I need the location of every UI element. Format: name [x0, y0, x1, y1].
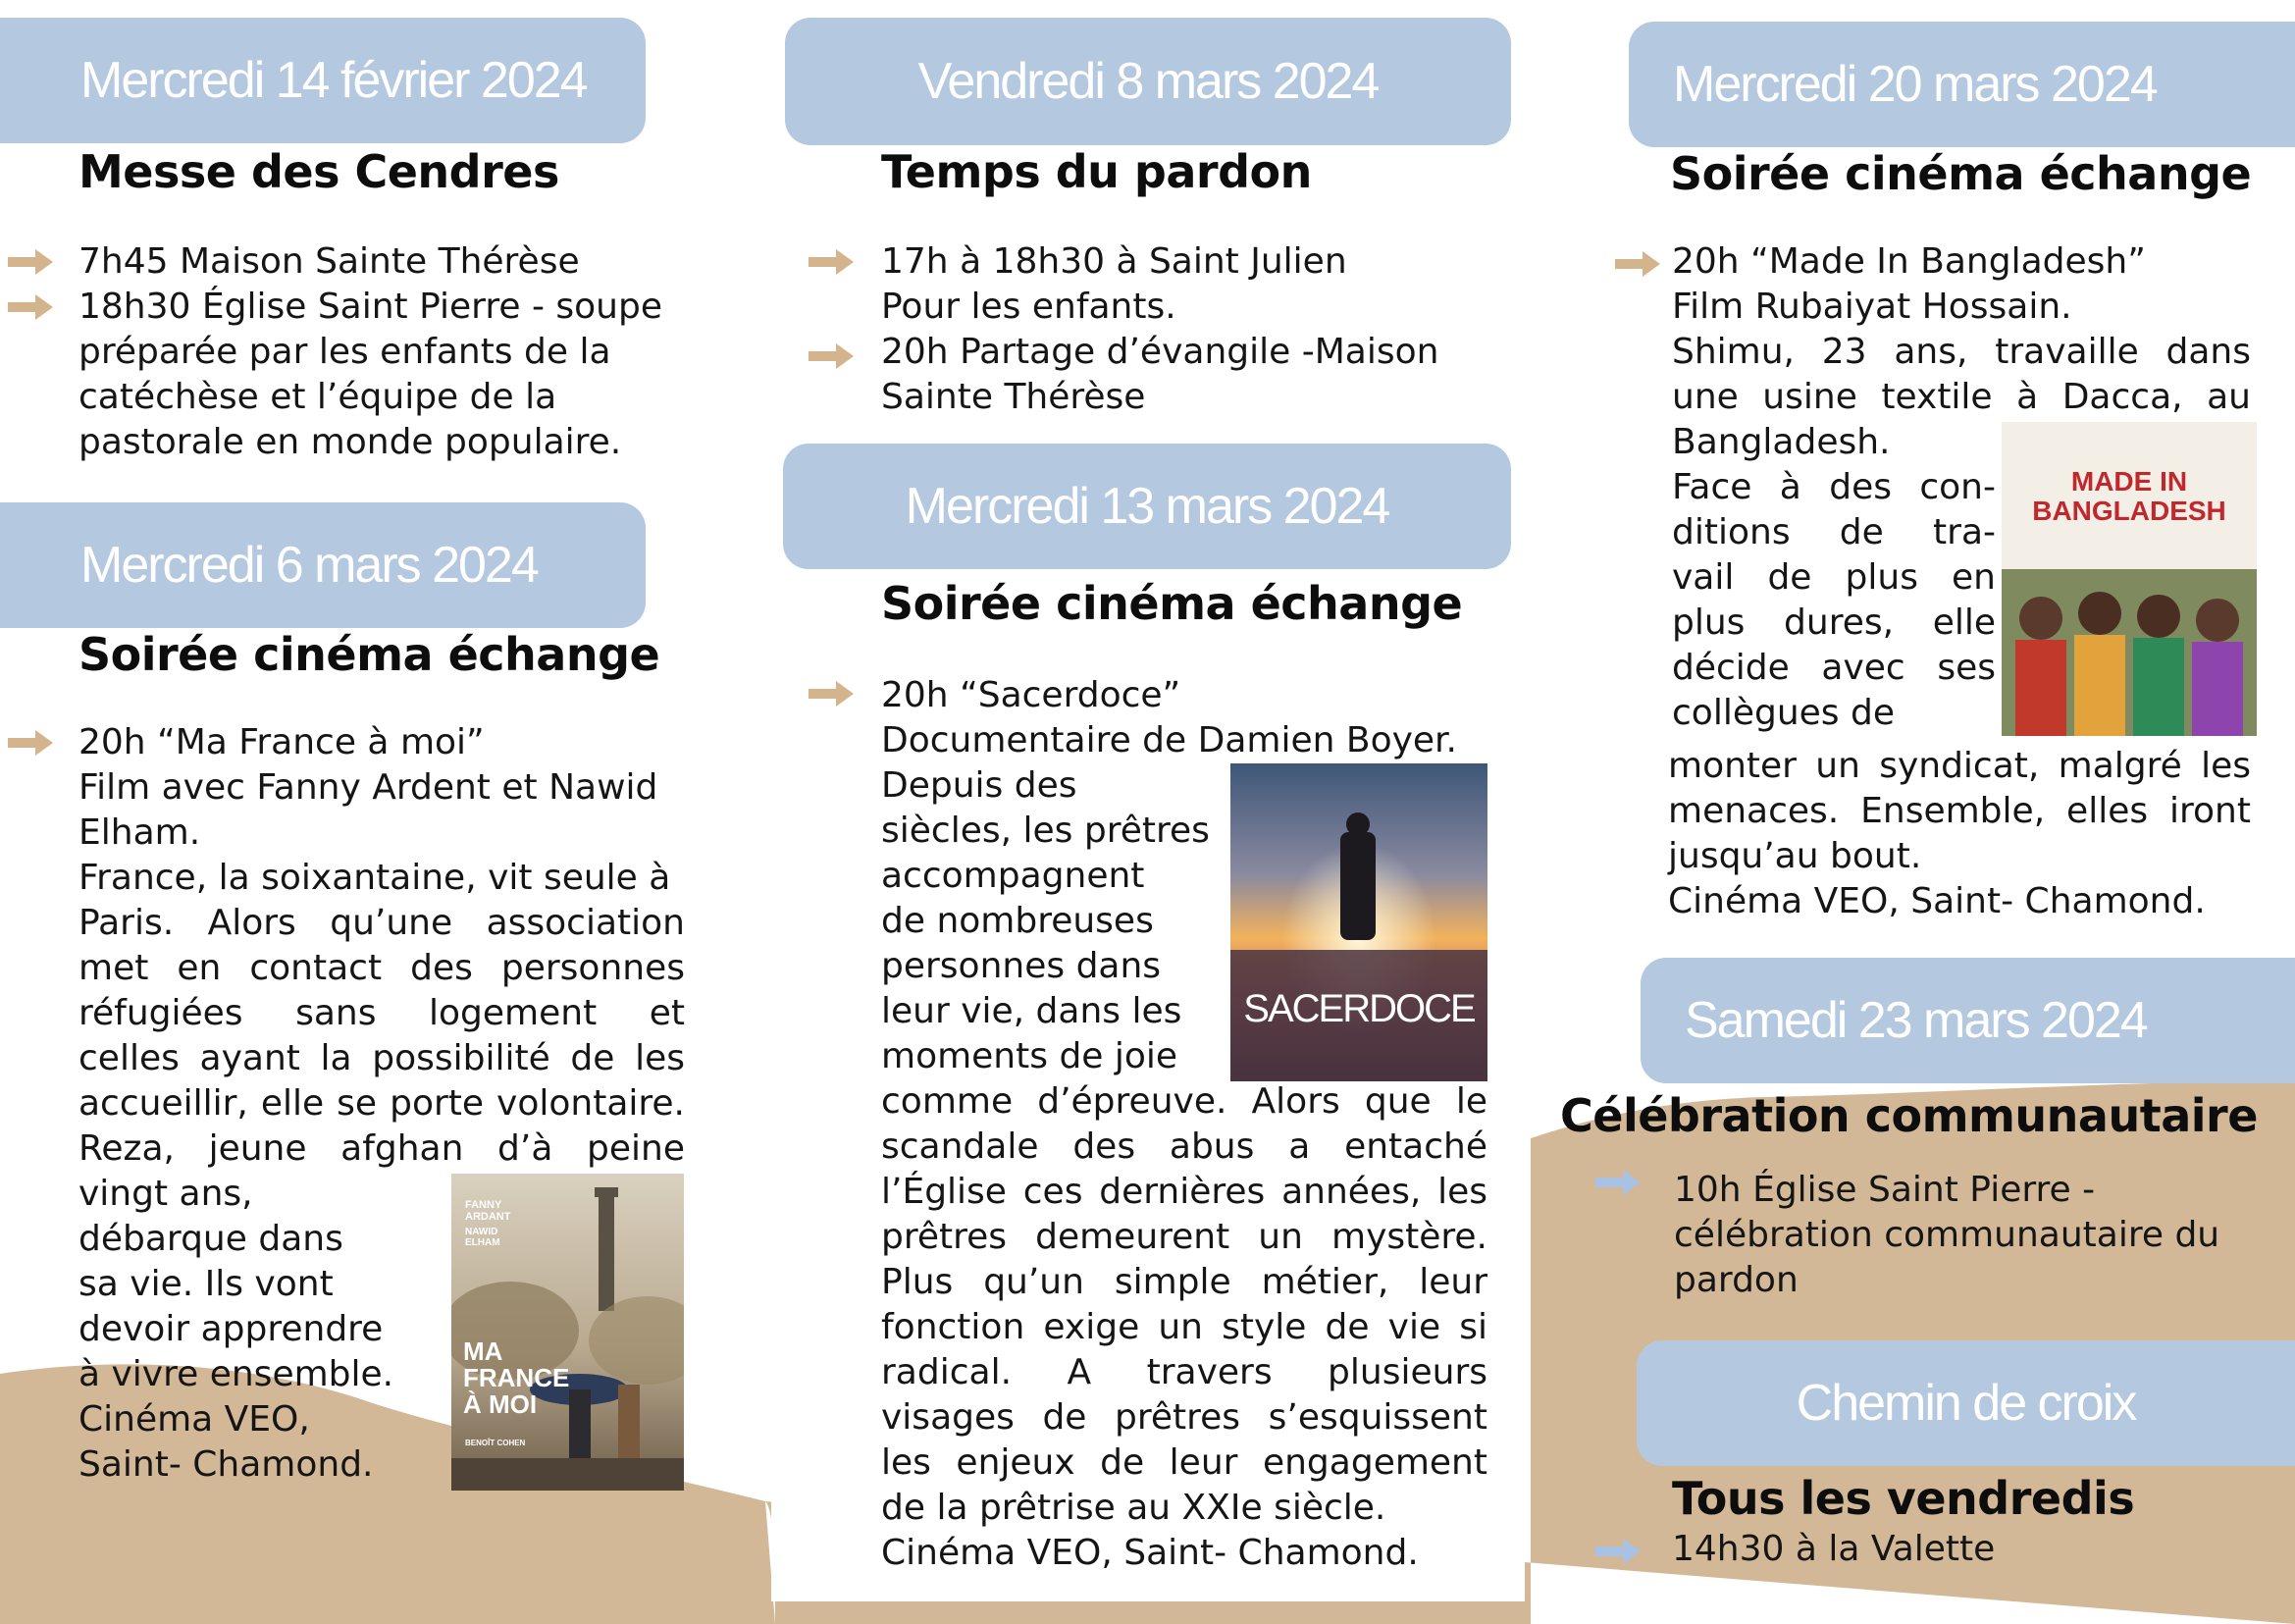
synopsis-continued — [1668, 744, 2251, 924]
date-tab-6-mars — [0, 502, 646, 628]
poster-title — [2002, 467, 2257, 526]
date-label: Mercredi 14 février 2024 — [80, 52, 587, 109]
event-item — [78, 239, 687, 285]
poster-title — [463, 1338, 569, 1418]
text-line: visages de prêtres s’esquissent — [881, 1397, 1487, 1438]
text-line: Cinéma VEO, — [78, 1399, 310, 1440]
text-line: monter un syndicat, malgré les — [1668, 746, 2251, 786]
text-line: les enjeux de leur engagement — [881, 1442, 1487, 1483]
text-line: accueillir, elle se porte volontaire. — [78, 1083, 685, 1124]
text-line: Bangladesh. — [1672, 422, 1891, 462]
arrow-icon — [808, 343, 854, 369]
text-line: siècles, les prêtres — [881, 811, 1210, 851]
arrow-icon — [1595, 1170, 1641, 1195]
date-tab-8-mars — [785, 18, 1511, 145]
text-line: radical. A travers plusieurs — [881, 1352, 1487, 1392]
text-line: l’Église ces dernières années, les — [881, 1172, 1487, 1212]
text-line: une usine textile à Dacca, au — [1672, 377, 2251, 417]
event-title-temps-pardon: Temps du pardon — [881, 145, 1312, 198]
text-line: plus dures, elle — [1672, 602, 1996, 643]
text-line: 18h30 Église Saint Pierre - soupe — [78, 287, 662, 327]
text-line: débarque dans — [78, 1219, 343, 1259]
text-line: préparée par les enfants de la — [78, 332, 611, 372]
event-title-cinema: Soirée cinéma échange — [78, 628, 660, 681]
arrow-icon — [8, 249, 53, 275]
text-line: scandale des abus a entaché — [881, 1126, 1487, 1167]
text-line: fonction exige un style de vie si — [881, 1307, 1487, 1347]
poster-title: SACERDOCE — [1243, 987, 1475, 1030]
event-item — [881, 330, 1509, 420]
date-tab-20-mars — [1629, 22, 2295, 147]
poster-image — [1230, 763, 1487, 1081]
text-line: ditions de tra- — [1672, 512, 1996, 552]
text-line: réfugiées sans logement et — [78, 993, 685, 1033]
event-item — [1672, 1527, 2261, 1572]
poster-title-line: MADE IN — [2070, 466, 2188, 497]
event-item — [78, 285, 687, 465]
text-line: moments de joie — [881, 1036, 1178, 1076]
text-line: jusqu’au bout. — [1668, 836, 1922, 876]
poster-title-line: BANGLADESH — [2032, 496, 2226, 526]
text-line: de la prêtrise au XXIe siècle. — [881, 1488, 1386, 1528]
text-line: célébration communautaire du — [1674, 1215, 2220, 1255]
poster-title-line: MA — [463, 1336, 503, 1366]
date-tab-chemin-de-croix — [1637, 1340, 2295, 1466]
synopsis — [1672, 465, 1996, 736]
text-line: pastorale en monde populaire. — [78, 422, 622, 462]
text-line: Plus qu’un simple métier, leur — [881, 1262, 1487, 1302]
event-item — [1674, 1168, 2272, 1303]
text-line: Reza, jeune afghan d’à peine — [78, 1128, 685, 1169]
text-line: met en contact des personnes — [78, 948, 685, 988]
text-line: devoir apprendre — [78, 1309, 384, 1349]
text-line: vingt ans, — [78, 1174, 253, 1214]
poster-title-line: FRANCE — [463, 1363, 570, 1392]
date-tab-13-mars — [783, 444, 1511, 569]
date-tab-14-fevrier — [0, 18, 646, 143]
synopsis-continued — [78, 1172, 432, 1488]
event-description — [881, 673, 1509, 763]
text-line: catéchèse et l’équipe de la — [78, 377, 557, 417]
arrow-icon — [8, 294, 53, 320]
poster-sacerdoce — [1230, 763, 1487, 1081]
poster-director: BENOÎT COHEN — [465, 1439, 526, 1447]
text-line: Elham. — [78, 812, 201, 853]
text-line: 10h Église Saint Pierre - — [1674, 1170, 2096, 1210]
text-line: 17h à 18h30 à Saint Julien — [881, 241, 1347, 282]
poster-made-in-bangladesh — [2002, 422, 2257, 736]
text-line: Film Rubaiyat Hossain. — [1672, 287, 2072, 327]
text-line: Shimu, 23 ans, travaille dans — [1672, 332, 2251, 372]
poster-actor: FANNY ARDANT — [465, 1199, 511, 1223]
text-line: accompagnent — [881, 856, 1145, 896]
arrow-icon — [1615, 251, 1660, 277]
arrow-icon — [1595, 1539, 1641, 1564]
synopsis — [881, 763, 1215, 1079]
synopsis-continued — [881, 1079, 1487, 1576]
text-line: 20h “Made In Bangladesh” — [1672, 241, 2146, 282]
arrow-icon — [808, 681, 854, 707]
text-line: Pour les enfants. — [881, 287, 1176, 327]
text-line: Sainte Thérèse — [881, 377, 1146, 417]
event-description — [78, 720, 687, 856]
text-line: vail de plus en — [1672, 557, 1996, 598]
text-line: menaces. Ensemble, elles iront — [1668, 791, 2251, 831]
text-line: prêtres demeurent un mystère. — [881, 1217, 1487, 1257]
text-line: sa vie. Ils vont — [78, 1264, 334, 1304]
text-line: leur vie, dans les — [881, 991, 1182, 1031]
text-line: celles ayant la possibilité de les — [78, 1038, 685, 1078]
text-line: Paris. Alors qu’une association — [78, 903, 685, 943]
text-line: Film avec Fanny Ardent et Nawid — [78, 767, 658, 808]
arrow-icon — [8, 730, 53, 756]
date-label: Mercredi 13 mars 2024 — [905, 478, 1389, 535]
text-line: à vivre ensemble. — [78, 1354, 394, 1394]
text-line: collègues de — [1672, 693, 1895, 733]
date-tab-23-mars — [1641, 958, 2295, 1083]
text-line: 20h “Sacerdoce” — [881, 675, 1181, 715]
event-title-cinema: Soirée cinéma échange — [1670, 147, 2252, 200]
poster-ma-france-a-moi — [451, 1174, 684, 1491]
text-line: Cinéma VEO, Saint- Chamond. — [1668, 881, 2206, 921]
poster-title-line: À MOI — [463, 1389, 538, 1419]
text-line: décide avec ses — [1672, 648, 1996, 688]
text-line: Face à des con- — [1672, 467, 1996, 507]
event-title-celebration: Célébration communautaire — [1560, 1089, 2258, 1142]
event-title-messe-cendres: Messe des Cendres — [78, 145, 559, 198]
text-line: Documentaire de Damien Boyer. — [881, 720, 1457, 760]
text-line: de nombreuses — [881, 901, 1154, 941]
text-line: 7h45 Maison Sainte Thérèse — [78, 241, 580, 282]
text-line: Depuis des — [881, 765, 1077, 806]
arrow-icon — [808, 249, 854, 275]
poster-actor: NAWID ELHAM — [465, 1227, 500, 1248]
date-label: Mercredi 6 mars 2024 — [80, 537, 538, 594]
text-line: France, la soixantaine, vit seule à — [78, 858, 671, 898]
text-line: Cinéma VEO, Saint- Chamond. — [881, 1533, 1419, 1573]
text-line: 14h30 à la Valette — [1672, 1529, 1996, 1569]
synopsis — [78, 856, 685, 1172]
text-line: personnes dans — [881, 946, 1162, 986]
event-title-vendredis: Tous les vendredis — [1672, 1472, 2135, 1525]
date-label: Mercredi 20 mars 2024 — [1673, 56, 2157, 113]
event-item — [881, 239, 1509, 330]
text-line: 20h Partage d’évangile -Maison — [881, 332, 1439, 372]
text-line: 20h “Ma France à moi” — [78, 722, 485, 762]
date-label: Vendredi 8 mars 2024 — [917, 53, 1379, 110]
date-label: Samedi 23 mars 2024 — [1685, 992, 2147, 1049]
text-line: comme d’épreuve. Alors que le — [881, 1081, 1487, 1122]
text-line: Saint- Chamond. — [78, 1444, 374, 1485]
event-title-cinema: Soirée cinéma échange — [881, 577, 1463, 630]
text-line: pardon — [1674, 1260, 1799, 1300]
date-label: Chemin de croix — [1796, 1375, 2136, 1432]
